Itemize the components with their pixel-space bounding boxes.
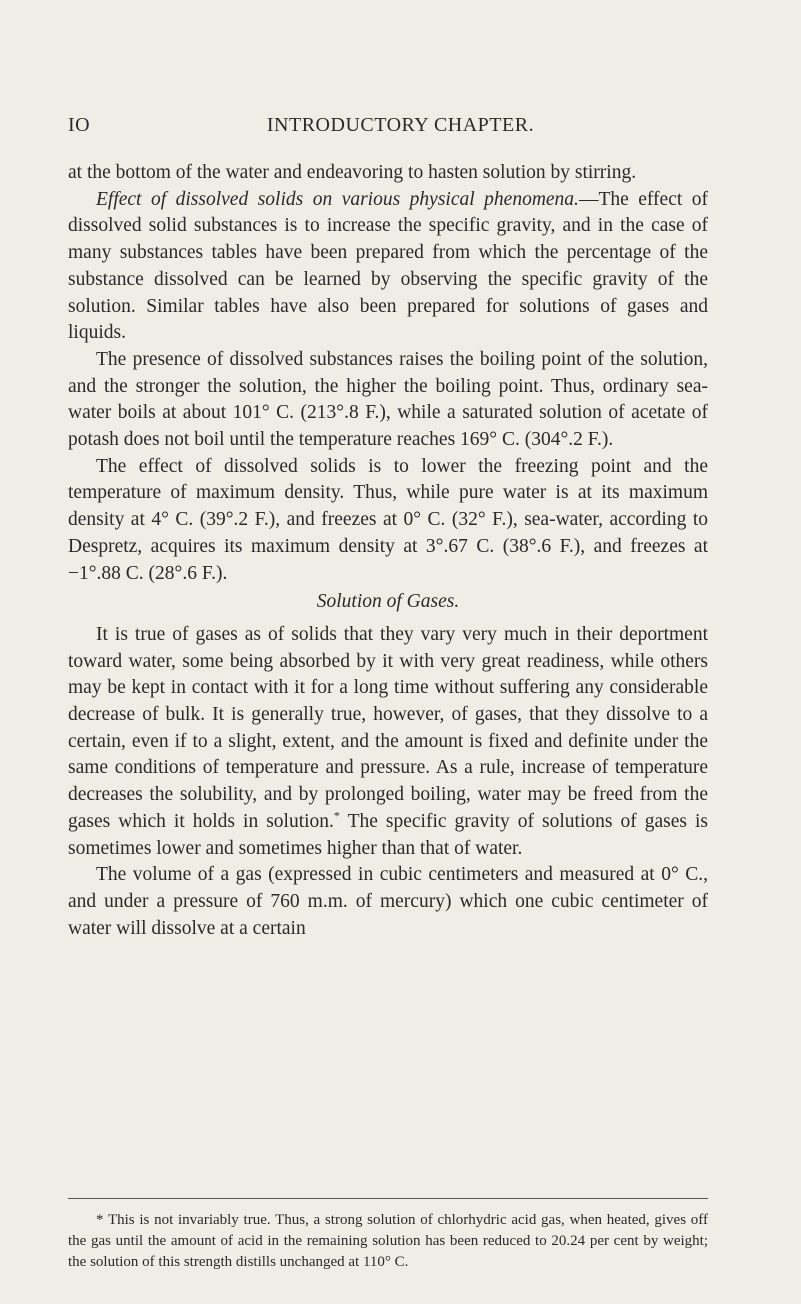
- paragraph-boiling-point: The presence of dissolved substances raises the boiling point of the solution, and the stronger the solution, the higher the boiling point. Thus, ordinary sea-water boils at about 101° C. (213°.8 F.), while a saturated solution of acetate of potash does not boil until the temperature reaches 169° C. (304°.2 F.).: [68, 348, 708, 451]
- paragraph-continuation: at the bottom of the water and endeavoring to hasten solution by stirring.: [68, 162, 637, 183]
- running-head: INTRODUCTORY CHAPTER.: [266, 114, 535, 136]
- paragraph-specific-gravity: [68, 187, 708, 347]
- paragraph-text: —The effect of dissolved solid substances is to increase the specific gravity, and in the case of many substances tables have been prepared from which the percentage of the substance dissolved can be learned by observing the specific gravity of the solution. Similar tables have also been prepared for solutions of gases and liquids.: [68, 188, 709, 344]
- paragraph-gas-volume: The volume of a gas (expressed in cubic centimeters and measured at 0° C., and under a pressure of 760 m.m. of mercury) which one cubic centimeter of water will dissolve at a certain: [68, 864, 708, 939]
- paragraph-freezing-point: The effect of dissolved solids is to lower the freezing point and the temperature of maximum density. Thus, while pure water is at its maximum density at 4° C. (39°.2 F.), and freezes at 0° C. (32° F.), sea-water, according to Despretz, acquires its maximum density at 3°.67 C. (38°.6 F.), and freezes at −1°.88 C. (28°.6 F.).: [68, 455, 708, 584]
- footnote-divider: [68, 1198, 708, 1199]
- body-text: [68, 160, 708, 942]
- footnote-text: * This is not invariably true. Thus, a strong solution of chlorhydric acid gas, when heated, gives off the gas until the amount of acid in the remaining solution has been reduced to 20.24 per cent by weight; the solution of this strength distills unchanged at 110° C.: [68, 1212, 708, 1270]
- paragraph-gases: [68, 622, 708, 862]
- paragraph-text: The specific gravity of solutions of gases is sometimes lower and sometimes higher than that of water.: [68, 810, 708, 859]
- inline-section-title: Effect of dissolved solids on various physical phenomena.: [96, 188, 579, 210]
- footnote-marker: *: [333, 808, 340, 823]
- section-heading: Solution of Gases.: [316, 591, 460, 613]
- page-number: IO: [68, 114, 91, 136]
- footnote: [68, 1210, 708, 1273]
- paragraph-text: It is true of gases as of solids that they vary very much in their deportment toward water, some being absorbed by it with very great readiness, while others may be kept in contact with it for a long time without suffering any considerable decrease of bulk. It is generally true, however, of gases, that they dissolve to a certain, even if to a slight, extent, and the amount is fixed and definite under the same conditions of temperature and pressure. As a rule, increase of temperature decreases the solubility, and by prolonged boiling, water may be freed from the gases which it holds in solution.: [68, 623, 708, 832]
- page-header: [68, 114, 733, 142]
